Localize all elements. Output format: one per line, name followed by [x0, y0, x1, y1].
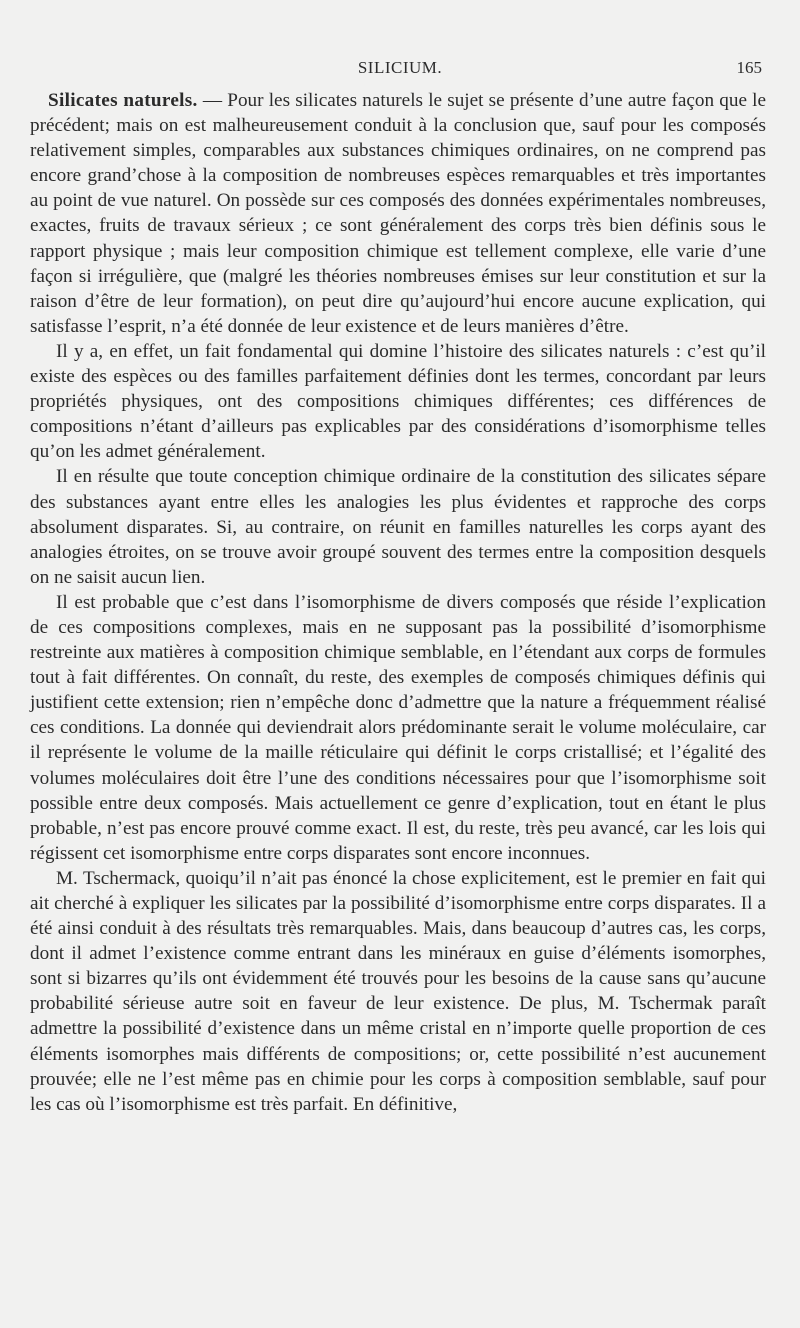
- running-title: SILICIUM.: [357, 58, 443, 77]
- paragraph-text: — Pour les silicates naturels le sujet se présente d’une autre façon que le précédent; mais on est malheureusement conduit à la conclusion que, sauf pour les composés relativement simples, comparables aux substances chimiques ordinaires, on ne comprend pas encore grand’chose à la composition de nombreuses espèces remarquables et très importantes au point de vue naturel. On possède sur ces composés des données expérimentales nombreuses, exactes, fruits de travaux sérieux ; ce sont généralement des corps très bien définis sous le rapport physique ; mais leur composition chimique est tellement complexe, elle varie d’une façon si irrégulière, que (malgré les théories nombreuses émises sur leur constitution et sur la raison d’être de leur formation), on peut dire qu’aujourd’hui encore aucune explication, qui satisfasse l’esprit, n’a été donnée de leur existence et de leurs manières d’être.: [30, 90, 767, 337]
- paragraph-isomorphisme: Il est probable que c’est dans l’isomorphisme de divers composés que réside l’explication de ces compositions complexes, mais en ne supposant pas la possibilité d’isomorphisme restreinte aux matières à composition chimique semblable, en l’étendant aux corps de formules tout à fait différentes. On connaît, du reste, des exemples de composés chimiques définis qui justifient cette extension; rien n’empêche donc d’admettre que la nature a fréquemment réalisé ces conditions. La donnée qui deviendrait alors prédominante serait le volume moléculaire, car il représente le volume de la maille réticulaire qui définit le corps cristallisé; et l’égalité des volumes moléculaires doit être l’une des conditions nécessaires pour que l’isomorphisme soit possible entre deux composés. Mais actuellement ce genre d’explication, tout en étant le plus probable, n’est pas encore prouvé comme exact. Il est, du reste, très peu avancé, car les lois qui régissent cet isomorphisme entre corps disparates sont encore inconnues.: [30, 591, 766, 864]
- paragraph-conception-chimique: Il en résulte que toute conception chimique ordinaire de la constitution des silicates sépare des substances ayant entre elles les analogies les plus évidentes et rapproche des corps absolument disparates. Si, au contraire, on réunit en familles naturelles les corps ayant des analogies étroites, on se trouve avoir groupé souvent des termes entre la composition desquels on ne saisit aucun lien.: [30, 466, 766, 588]
- paragraph-fait-fondamental: Il y a, en effet, un fait fondamental qui domine l’histoire des silicates naturels : c’est qu’il existe des espèces ou des familles parfaitement définies dont les termes, concordant par leurs propriétés physiques, ont des compositions chimiques différentes; ces différences de compositions n’étant d’ailleurs pas explicables par des considérations d’isomorphisme telles qu’on les admet généralement.: [30, 340, 766, 463]
- paragraph-silicates-naturels: [30, 88, 766, 339]
- running-head: [30, 58, 770, 84]
- section-run-in-heading: Silicates naturels.: [48, 90, 198, 111]
- page-number: 165: [736, 58, 762, 77]
- body-text: [30, 88, 766, 1117]
- paragraph-tschermack: M. Tschermack, quoiqu’il n’ait pas énoncé la chose explicitement, est le premier en fait qui ait cherché à expliquer les silicates par la possibilité d’isomorphisme entre corps disparates. Il a été ainsi conduit à des résultats très remarquables. Mais, dans beaucoup d’autres cas, les corps, dont il admet l’existence comme entrant dans les minéraux en guise d’éléments isomorphes, sont si bizarres qu’ils ont évidemment été trouvés pour les besoins de la cause sans qu’aucune probabilité sérieuse autre soit en faveur de leur existence. De plus, M. Tschermak paraît admettre la possibilité d’existence dans un même cristal en n’importe quelle proportion de ces éléments isomorphes mais différents de compositions; or, cette possibilité n’est aucunement prouvée; elle ne l’est même pas en chimie pour les corps à composition semblable, sauf pour les cas où l’isomorphisme est très parfait. En définitive,: [30, 867, 766, 1115]
